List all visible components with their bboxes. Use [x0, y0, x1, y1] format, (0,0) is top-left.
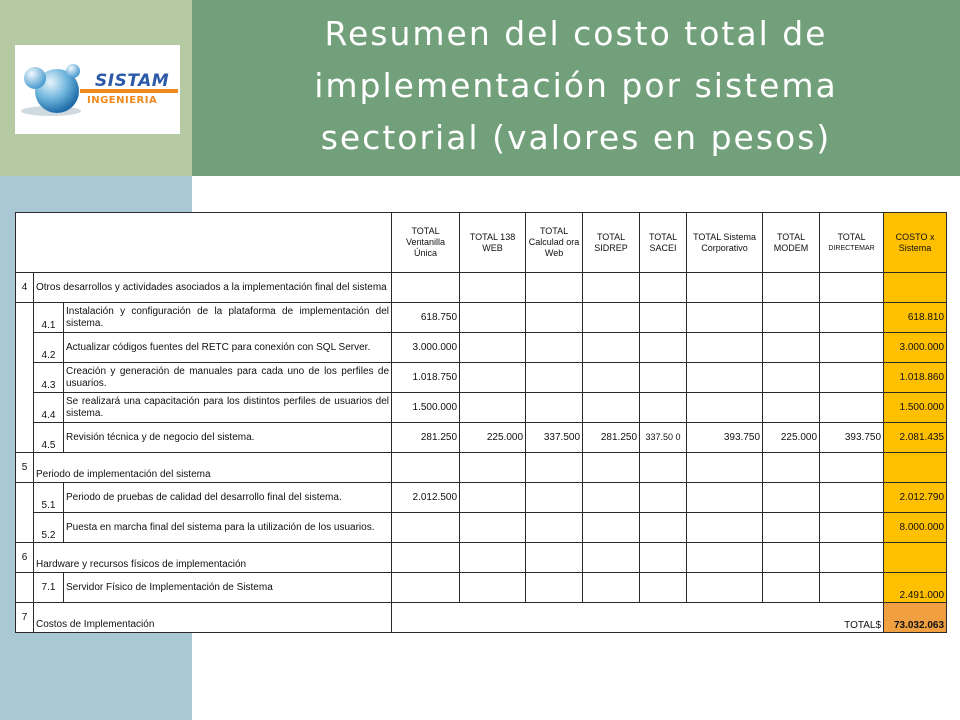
value-ventanilla: 1.018.750 — [392, 363, 460, 393]
cost-cell — [884, 273, 947, 303]
value-directemar: 393.750 — [820, 423, 884, 453]
header-sidrep: TOTAL SIDREP — [583, 213, 640, 273]
row-code: 5.1 — [34, 483, 64, 513]
logo-subtitle: INGENIERIA — [87, 95, 158, 106]
cost-cell: 2.012.790 — [884, 483, 947, 513]
grand-total: 73.032.063 — [884, 603, 947, 633]
row-code: 4.5 — [34, 423, 64, 453]
section-row-6 — [16, 543, 947, 573]
header-138-web: TOTAL 138 WEB — [460, 213, 526, 273]
table-row — [16, 423, 947, 453]
title-line-2: implementación por sistema — [314, 66, 838, 105]
value-sacei: 337.50 0 — [640, 423, 687, 453]
section-number: 4 — [16, 273, 34, 303]
row-description: Actualizar códigos fuentes del RETC para conexión con SQL Server. — [64, 333, 392, 363]
section-number: 6 — [16, 543, 34, 573]
header-divider — [192, 176, 960, 179]
row-description: Instalación y configuración de la plataforma de implementación del sistema. — [64, 303, 392, 333]
table-row — [16, 483, 947, 513]
total-row — [16, 603, 947, 633]
value-ventanilla: 1.500.000 — [392, 393, 460, 423]
value-ventanilla: 618.750 — [392, 303, 460, 333]
table-row — [16, 513, 947, 543]
header-row — [16, 213, 947, 273]
value-sidrep: 281.250 — [583, 423, 640, 453]
header-ventanilla: TOTAL Ventanilla Única — [392, 213, 460, 273]
section-number: 7 — [16, 603, 34, 633]
row-code: 5.2 — [34, 513, 64, 543]
row-description: Se realizará una capacitación para los distintos perfiles de usuarios del sistema. — [64, 393, 392, 423]
company-logo — [15, 45, 180, 134]
row-code: 4.1 — [34, 303, 64, 333]
header-directemar — [820, 213, 884, 273]
value-corporativo: 393.750 — [687, 423, 763, 453]
title-line-3: sectorial (valores en pesos) — [320, 118, 832, 157]
table-row — [16, 363, 947, 393]
header-sacei: TOTAL SACEI — [640, 213, 687, 273]
value-ventanilla: 3.000.000 — [392, 333, 460, 363]
row-description: Periodo de pruebas de calidad del desarrollo final del sistema. — [64, 483, 392, 513]
row-description: Servidor Físico de Implementación de Sistema — [64, 573, 392, 603]
cost-cell — [884, 453, 947, 483]
table-row — [16, 303, 947, 333]
header-corporativo: TOTAL Sistema Corporativo — [687, 213, 763, 273]
header-costo: COSTO x Sistema — [884, 213, 947, 273]
table-row — [16, 333, 947, 363]
cost-table — [15, 212, 947, 633]
value-ventanilla: 2.012.500 — [392, 483, 460, 513]
row-description: Revisión técnica y de negocio del sistema. — [64, 423, 392, 453]
cost-cell: 1.018.860 — [884, 363, 947, 393]
header-corner — [16, 213, 392, 273]
value-138-web: 225.000 — [460, 423, 526, 453]
row-code: 4.3 — [34, 363, 64, 393]
section-label: Costos de Implementación — [34, 603, 392, 633]
title-line-1: Resumen del costo total de — [324, 14, 828, 53]
row-code: 7.1 — [34, 573, 64, 603]
value-ventanilla: 281.250 — [392, 423, 460, 453]
header-directemar-line2: DIRECTEMAR — [828, 244, 875, 252]
total-label: TOTAL$ — [392, 603, 884, 633]
cost-cell: 3.000.000 — [884, 333, 947, 363]
cost-cell — [884, 543, 947, 573]
table-row — [16, 393, 947, 423]
logo-word: SISTAM — [95, 71, 170, 91]
table-row — [16, 573, 947, 603]
group-spacer — [16, 483, 34, 543]
cost-cell: 1.500.000 — [884, 393, 947, 423]
row-code: 4.4 — [34, 393, 64, 423]
cost-cell: 2.081.435 — [884, 423, 947, 453]
cost-cell: 618.810 — [884, 303, 947, 333]
header-calculadora: TOTAL Calculad ora Web — [526, 213, 583, 273]
section-row-4 — [16, 273, 947, 303]
header-modem: TOTAL MODEM — [763, 213, 820, 273]
group-spacer — [16, 303, 34, 453]
row-description: Puesta en marcha final del sistema para la utilización de los usuarios. — [64, 513, 392, 543]
value-calculadora: 337.500 — [526, 423, 583, 453]
row-description: Creación y generación de manuales para cada uno de los perfiles de usuarios. — [64, 363, 392, 393]
section-label: Otros desarrollos y actividades asociados a la implementación final del sistema — [34, 273, 392, 303]
section-label: Periodo de implementación del sistema — [34, 453, 392, 483]
row-code: 4.2 — [34, 333, 64, 363]
section-row-5 — [16, 453, 947, 483]
header-directemar-line1: TOTAL — [837, 231, 866, 242]
section-label: Hardware y recursos físicos de implementación — [34, 543, 392, 573]
value-modem: 225.000 — [763, 423, 820, 453]
cost-cell: 8.000.000 — [884, 513, 947, 543]
section-number: 5 — [16, 453, 34, 483]
slide-title — [200, 8, 952, 164]
group-spacer — [16, 573, 34, 603]
cost-cell: 2.491.000 — [884, 573, 947, 603]
